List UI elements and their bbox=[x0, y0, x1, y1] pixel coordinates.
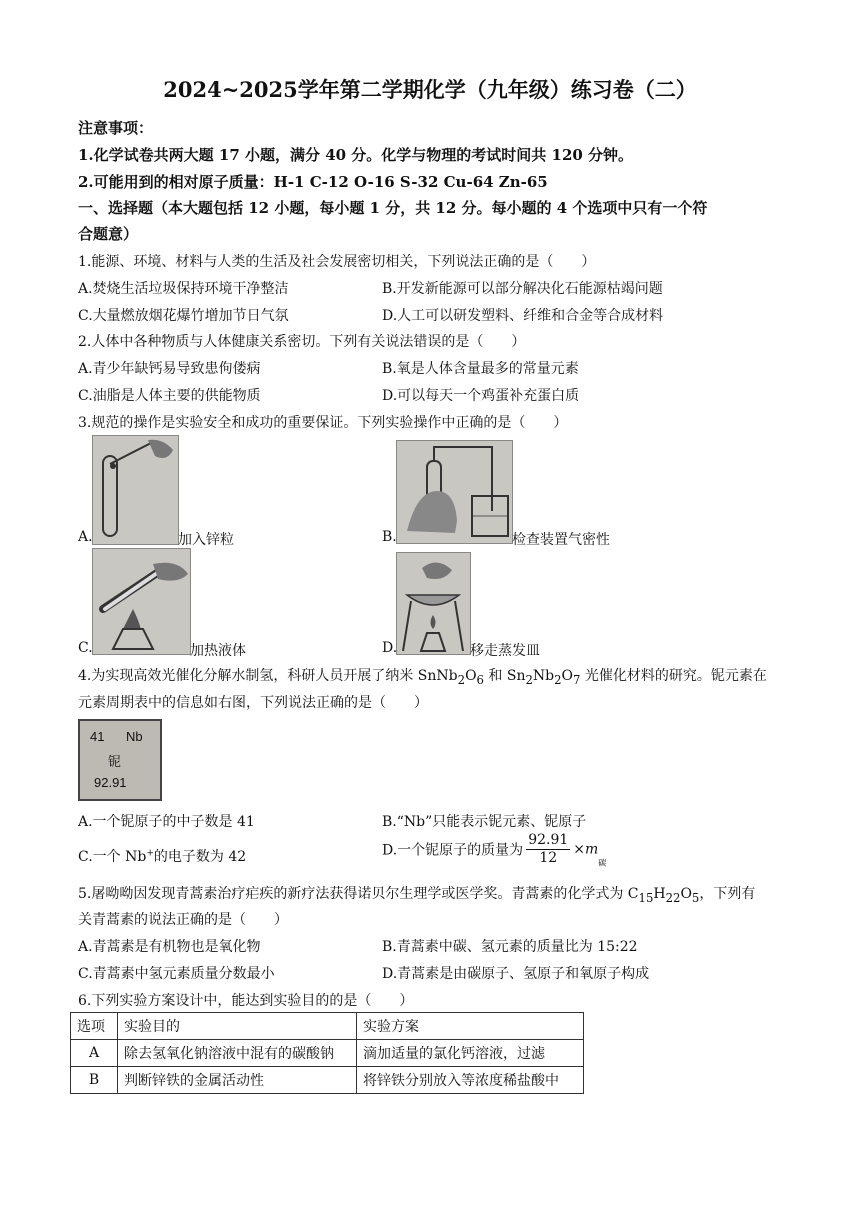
table-header-row bbox=[71, 1013, 584, 1040]
table-cell: 除去氢氧化钠溶液中混有的碳酸钠 bbox=[118, 1040, 357, 1067]
q2-option-c: C.油脂是人体主要的供能物质 bbox=[78, 388, 261, 404]
section-heading: 一、选择题（本大题包括 12 小题，每小题 1 分，共 12 分。每小题的 4 个选项中只有一个符 bbox=[78, 199, 708, 217]
q1-option-a: A.焚烧生活垃圾保持环境干净整洁 bbox=[78, 281, 289, 297]
q4-option-d: D.一个铌原子的质量为 $\frac{92.91}{12}$ $\times m_碳$ bbox=[382, 832, 607, 868]
q5-option-d: D.青蒿素是由碳原子、氢原子和氧原子构成 bbox=[382, 966, 650, 982]
test-tube-tweezers-icon bbox=[93, 436, 178, 544]
evaporating-dish-icon bbox=[397, 553, 470, 654]
element-symbol: Nb bbox=[126, 729, 143, 744]
notice-line-2: 2.可能用到的相对原子质量：H-1 C-12 O-16 S-32 Cu-64 Zn-65 bbox=[78, 173, 548, 191]
q4-stem: 4.为实现高效光催化分解水制氢，科研人员开展了纳米 $SnNb_2O_6$ 和 $Sn_2Nb_2O_7$ 光催化材料的研究。铌元素在 bbox=[78, 668, 767, 687]
airtight-apparatus-icon bbox=[397, 441, 512, 543]
heat-liquid-figure bbox=[92, 548, 191, 655]
q3-option-d-text: 移走蒸发皿 bbox=[470, 643, 540, 659]
q2-option-b: B.氧是人体含量最多的常量元素 bbox=[382, 361, 579, 377]
q1-stem: 1.能源、环境、材料与人类的生活及社会发展密切相关，下列说法正确的是（ ） bbox=[78, 254, 596, 270]
q3-stem: 3.规范的操作是实验安全和成功的重要保证。下列实验操作中正确的是（ ） bbox=[78, 415, 568, 431]
table-cell: A bbox=[71, 1040, 118, 1067]
q5-option-c: C.青蒿素中氢元素质量分数最小 bbox=[78, 966, 275, 982]
element-name: 铌 bbox=[108, 754, 122, 769]
q3-option-c-letter: C. bbox=[78, 640, 93, 656]
table-cell: 判断锌铁的金属活动性 bbox=[118, 1067, 357, 1094]
q2-stem: 2.人体中各种物质与人体健康关系密切。下列有关说法错误的是（ ） bbox=[78, 334, 526, 350]
experiment-table bbox=[70, 1012, 584, 1094]
q4-option-b: B.“Nb”只能表示铌元素、铌原子 bbox=[382, 814, 587, 830]
notice-heading: 注意事项： bbox=[78, 119, 154, 137]
airtightness-figure bbox=[396, 440, 513, 544]
notice-line-1: 1.化学试卷共两大题 17 小题，满分 40 分。化学与物理的考试时间共 120 分钟。 bbox=[78, 146, 634, 164]
q1-option-b: B.开发新能源可以部分解决化石能源枯竭问题 bbox=[382, 281, 663, 297]
q5-stem: 5.屠呦呦因发现青蒿素治疗疟疾的新疗法获得诺贝尔生理学或医学奖。青蒿素的化学式为 $C_{15}H_{22}O_5$，下列有 bbox=[78, 886, 756, 905]
alcohol-lamp-tube-icon bbox=[93, 549, 190, 654]
table-cell: B bbox=[71, 1067, 118, 1094]
q2-option-a: A.青少年缺钙易导致患佝偻病 bbox=[78, 361, 261, 377]
add-zinc-figure bbox=[92, 435, 179, 545]
q5-stem-cont: 关青蒿素的说法正确的是（ ） bbox=[78, 912, 288, 928]
table-header-cell: 实验目的 bbox=[118, 1013, 357, 1040]
table-header-cell: 实验方案 bbox=[357, 1013, 584, 1040]
table-row bbox=[71, 1040, 584, 1067]
q5-option-b: B.青蒿素中碳、氢元素的质量比为 15:22 bbox=[382, 939, 638, 955]
q2-option-d: D.可以每天一个鸡蛋补充蛋白质 bbox=[382, 388, 580, 404]
section-heading-cont: 合题意） bbox=[78, 225, 139, 243]
q3-option-a-letter: A. bbox=[78, 529, 93, 545]
q4-option-a: A.一个铌原子的中子数是 41 bbox=[78, 814, 255, 830]
table-header-cell: 选项 bbox=[71, 1013, 118, 1040]
periodic-table-card bbox=[78, 719, 162, 801]
q1-option-d: D.人工可以研发塑料、纤维和合金等合成材料 bbox=[382, 308, 664, 324]
q3-option-a-text: 加入锌粒 bbox=[178, 532, 234, 548]
q3-option-c-text: 加热液体 bbox=[190, 643, 246, 659]
page-title: 2024~2025学年第二学期化学（九年级）练习卷（二） bbox=[163, 77, 697, 102]
q3-option-b-text: 检查装置气密性 bbox=[512, 532, 610, 548]
q4-option-c: C.一个 Nb+的电子数为 42 bbox=[78, 848, 247, 865]
evaporating-dish-figure bbox=[396, 552, 471, 655]
table-cell: 滴加适量的氯化钙溶液，过滤 bbox=[357, 1040, 584, 1067]
q3-option-b-letter: B. bbox=[382, 529, 397, 545]
table-cell: 将锌铁分别放入等浓度稀盐酸中 bbox=[357, 1067, 584, 1094]
atomic-number: 41 bbox=[90, 729, 105, 744]
q3-option-d-letter: D. bbox=[382, 640, 398, 656]
q1-option-c: C.大量燃放烟花爆竹增加节日气氛 bbox=[78, 308, 289, 324]
q4-stem-cont: 元素周期表中的信息如右图，下列说法正确的是（ ） bbox=[78, 695, 428, 711]
table-row bbox=[71, 1067, 584, 1094]
q6-stem: 6.下列实验方案设计中，能达到实验目的的是（ ） bbox=[78, 993, 414, 1009]
q5-option-a: A.青蒿素是有机物也是氧化物 bbox=[78, 939, 261, 955]
atomic-mass: 92.91 bbox=[94, 775, 127, 790]
mass-fraction: $\frac{92.91}{12}$ bbox=[528, 832, 569, 866]
